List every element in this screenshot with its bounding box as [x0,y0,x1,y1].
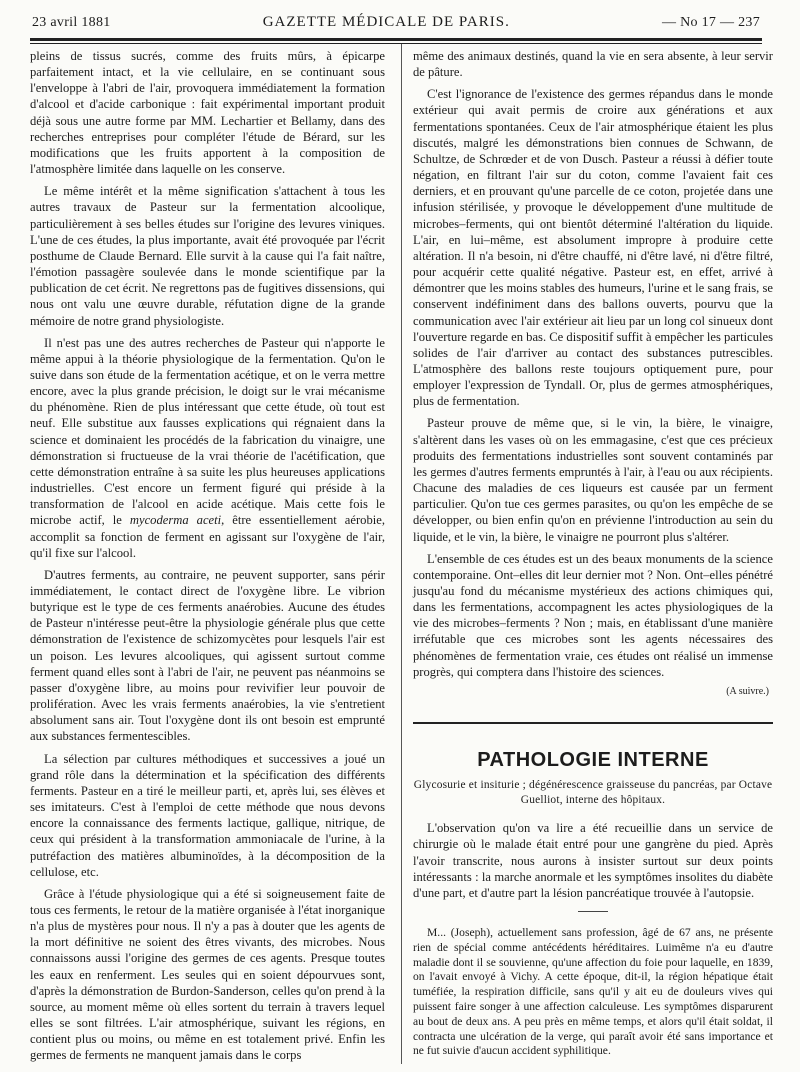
paragraph: M... (Joseph), actuellement sans profession, âgé de 67 ans, ne présente rien de spécial comme antécédents héréditaires. Luimême n'a eu d'autre maladie dont il se souvienne, qu'une affection du foie pour laquelle, en 1839, on l'avait envoyé à Vichy. A cette époque, dit-il, la région hépatique était tuméfiée, la respiration difficile, sans qu'il y ait eu de douleurs vives qui puissent faire songer à une affection calculeuse. Les symptômes disparurent au bout de deux ans. A peu près en même temps, et alors qu'il était soldat, il contracta une ulcération de la verge, qui paraît avoir été sans importance et ne fut suivie d'aucun accident syphilitique. [413,926,773,1058]
short-rule [578,911,608,912]
column-divider [401,44,402,1064]
paragraph: D'autres ferments, au contraire, ne peuvent supporter, sans périr immédiatement, le contact direct de l'oxygène libre. Le vibrion butyrique est le type de ces ferments anaérobies. Aucune des études de Pasteur n'intéresse peut-être la physiologie générale plus que cette démonstration de l'existence de schizomycètes pour lesquels l'air est un poison. Les levures alcooliques, qui agissent surtout comme ferment quand elles sont à l'abri de l'air, ne peuvent pas néanmoins se passer d'oxygène libre, au moins pour revivifier leur pouvoir de prolifération. Avec les vrais ferments anaérobies, la vie s'entretient absolument sans air. Tout l'oxygène dont ils ont besoin est emprunté aux substances fermentescibles. [30,567,385,744]
header-issue: — No 17 — 237 [661,15,760,30]
left-column [30,48,385,1070]
header-date: 23 avril 1881 [32,15,111,30]
section-title: PATHOLOGIE INTERNE [477,749,709,772]
header-rule-thick [30,38,762,41]
paragraph: C'est l'ignorance de l'existence des germes répandus dans le monde extérieur qui avait permis de croire aux générations et aux fermentations spontanées. Ceux de l'air atmosphérique étaient les plus discutés, malgré les démonstrations bien connues de Schwann, de Schultze, de Schrœder et de von Dusch. Pasteur a réussi à défier toute négation, en filtrant l'air sur du coton, comme l'avaient fait ces derniers, et en prouvant qu'une parcelle de ce coton, projetée dans une infusion stérilisée, y provoque le développement d'une multitude de microbes–ferments, qui ont bientôt déterminé l'altération du liquide. L'air, en lui–même, est absolument impropre à produire cette altération. Il n'a besoin, ni d'être chauffé, ni d'être lavé, ni d'être filtré, pour acquérir cette qualité négative. Pasteur est, en effet, arrivé à démontrer que les moins stables des humeurs, l'urine et le sang frais, se conservent indéfiniment dans des ballons ouverts, pourvu que la communication avec l'air extérieur ait lieu par un long col sinueux dont l'ouverture regarde en bas. Ce dispositif suffit à empêcher les particules solides de l'air d'arriver au contact des substances putrescibles. L'atmosphère des ballons reste toujours optiquement pure, pour employer l'expression de Tyndall. Or, plus de germes atmosphériques, plus de fermentation. [413,87,773,409]
paragraph: Grâce à l'étude physiologique qui a été si soigneusement faite de tous ces ferments, le retour de la matière organisée à l'état inorganique n'a plus de mystères pour nous. Il n'y a pas à douter que les agents de la mort définitive ne soient des êtres vivants, des microbes. Nous connaissons aussi l'origine des germes de ces agents. Presque toutes les eaux en renferment. Les seules qui en soient dépourvues sont, d'après la démonstration de Burdon-Sanderson, celles qu'on prend à la source, au moment même où elles sortent du terrain à travers lequel elles se sont filtrées. L'air atmosphérique, suivant les régions, en contient plus ou moins, ou même en est totalement privé. Enfin les germes de ferments ne manquent jamais dans le corps [30,886,385,1063]
section-separator [413,722,773,724]
text-run: Il n'est pas une des autres recherches de Pasteur qui n'apporte le même appui à la théorie physiologique de la fermentation. Qu'on le suive dans son étude de la fermentation acétique, et on le verra mettre encore, avec la plus grande précision, le doigt sur le vrai mécanisme du phénomène. Rien de plus intéressant que cette étude, où tout est neuf. Elle substitue aux fausses explications qui régnaient dans la science et dominaient les procédés de la fabrication du vinaigre, une démonstration si fructueuse de la vrai théorie de l'acétification, que cette démonstration entraîne à sa suite les plus heureuses applications industrielles. C'est encore un ferment figuré qui préside à la transformation de l'alcool en acide acétique. Mais cette fois le microbe actif, le [30,335,385,528]
paragraph: L'ensemble de ces études est un des beaux monuments de la science contemporaine. Ont–elles dit leur dernier mot ? Non. Ont–elles pénétré jusqu'au fond du mécanisme mystérieux des actions chimiques qui, dans les fermentations, accompagnent les actes physiologiques de la vie des microbes–ferments ? Non ; mais, en établissant d'une manière irréfutable que ces microbes sont les agents nécessaires des phénomènes de fermentation vraie, ces études ont réalisé un immense progrès, qui comptera dans l'histoire des sciences. [413,551,773,679]
article-subtitle: Glycosurie et insiturie ; dégénérescence graisseuse du pancréas, par Octave Guelliot, interne des hôpitaux. [413,779,773,807]
paragraph: L'observation qu'on va lire a été recueillie dans un service de chirurgie où le malade était entré pour une gangrène du pied. Après l'avoir transcrite, nous aurons à insister surtout sur deux points intéressants : la marche anormale et les symptômes insolites du diabète d'une part, et d'autre part la lésion pancréatique trouvée à l'autopsie. [413,821,773,900]
right-column [413,48,773,1065]
header-rule-thin [30,43,762,44]
text-run: , être essentiellement aérobie, accomplit sa fonction de ferment en agissant sur l'oxygène de l'air, qu'il fixe sur l'alcool. [30,513,385,560]
paragraph: même des animaux destinés, quand la vie en sera absente, à leur servir de pâture. [413,49,773,80]
paragraph: pleins de tissus sucrés, comme des fruits mûrs, à épicarpe parfaitement intact, et la vie cellulaire, en se continuant sous l'enveloppe à l'abri de l'air, provoquera immédiatement la formation d'alcool et d'acide carbonique : fait expérimental important produit déjà sous une autre forme par MM. Lechartier et Bellamy, dans des recherches entreprises pour compléter l'étude de Bérard, sur les modifications que les fruits apportent à la composition de l'atmosphère limitée dans laquelle on les conserve. [30,49,385,177]
to-be-continued: (A suivre.) [726,685,769,697]
paragraph [30,335,385,561]
header-title: GAZETTE MÉDICALE DE PARIS. [262,14,510,30]
page-header [32,14,760,36]
italic-term: mycoderma aceti [129,513,222,528]
paragraph: Le même intérêt et la même signification s'attachent à tous les autres travaux de Pasteur sur la fermentation alcoolique, particulièrement à ses belles études sur l'origine des levures viniques. L'une de ces études, la plus importante, avait été provoquée par l'écrit posthume de Claude Bernard. Elle survit à la cause qui l'a fait naître, l'émotion passagère soulevée dans le monde scientifique par la publication de cet écrit. Ne regrettons pas de fugitives dissensions, qui nous ont valu une œuvre durable, réfutation digne de la grande mémoire de notre grand physiologiste. [30,184,385,328]
paragraph: La sélection par cultures méthodiques et successives a joué un grand rôle dans la détermination et la spécification des différents ferments. Pasteur en a tiré le meilleur parti, et, après lui, ses élèves et ses imitateurs. C'est à l'emploi de cette méthode que nous devons encore la connaissance des ferments lactique, gallique, nitrique, de ceux qui président à la transformation ammoniacale de l'urine, à la putréfaction des matières albuminoïdes, à la décomposition de la cellulose, etc. [30,751,385,879]
paragraph: Pasteur prouve de même que, si le vin, la bière, le vinaigre, s'altèrent dans les vases où on les emmagasine, c'est que ces précieux produits des fermentations industrielles sont souvent contaminés par les germes d'autres ferments empruntés à l'air, à l'eau ou aux récipients. Chacune des maladies de ces liqueurs est causée par un ferment particulier. Qu'on tue ces germes parasites, ou qu'on les empêche de se développer, ou bien enfin qu'on en prévienne l'introduction au sein du liquide, et le vin, la bière, le vinaigre ne pourront plus s'altérer. [413,416,773,544]
